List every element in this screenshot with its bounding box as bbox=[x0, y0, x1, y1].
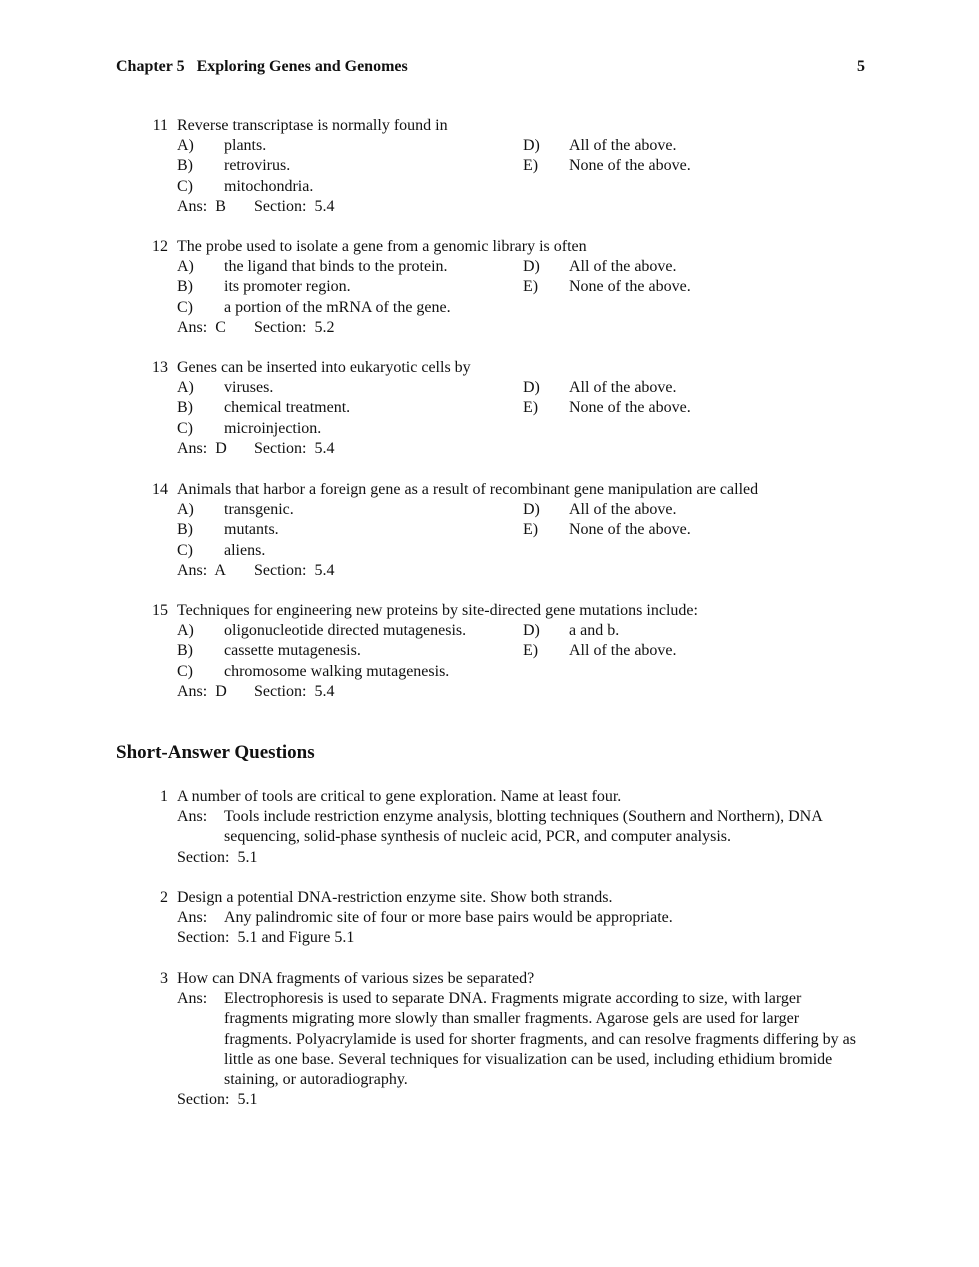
option-d: All of the above. bbox=[569, 501, 677, 519]
option-letter-e: E) bbox=[523, 157, 539, 175]
answer: Ans: D bbox=[177, 439, 227, 457]
option-letter-a: A) bbox=[177, 622, 194, 640]
short-answer-1 bbox=[146, 787, 866, 868]
question-stem: Design a potential DNA-restriction enzyme site. Show both strands. bbox=[177, 889, 613, 906]
option-b: cassette mutagenesis. bbox=[224, 642, 361, 660]
section-ref: Section: 5.2 bbox=[254, 318, 335, 336]
mc-question-12 bbox=[146, 237, 866, 338]
answer-text: Tools include restriction enzyme analysis, blotting techniques (Southern and Northern), DNA sequencing, solid-phase synthesis of nucleic acid, PCR, and computer analysis. bbox=[224, 808, 822, 846]
section-ref: Section: 5.1 bbox=[177, 1091, 258, 1109]
option-b: retrovirus. bbox=[224, 157, 291, 175]
answer: Ans: A bbox=[177, 561, 226, 579]
question-number: 13 bbox=[152, 359, 168, 376]
option-letter-e: E) bbox=[523, 642, 539, 660]
answer-label: Ans: bbox=[177, 808, 208, 826]
option-e: None of the above. bbox=[569, 399, 691, 417]
section-ref: Section: 5.4 bbox=[254, 197, 335, 215]
option-letter-d: D) bbox=[523, 622, 540, 640]
option-c: mitochondria. bbox=[224, 177, 314, 195]
option-d: All of the above. bbox=[569, 137, 677, 155]
option-letter-a: A) bbox=[177, 137, 194, 155]
option-letter-b: B) bbox=[177, 642, 193, 660]
question-stem: The probe used to isolate a gene from a genomic library is often bbox=[177, 238, 587, 255]
option-e: None of the above. bbox=[569, 278, 691, 296]
chapter-title: Chapter 5 Exploring Genes and Genomes bbox=[116, 58, 408, 75]
answer-text: Any palindromic site of four or more base pairs would be appropriate. bbox=[224, 909, 673, 927]
section-ref: Section: 5.1 and Figure 5.1 bbox=[177, 929, 355, 947]
option-letter-a: A) bbox=[177, 379, 194, 397]
option-c: microinjection. bbox=[224, 419, 322, 437]
question-number: 2 bbox=[160, 889, 168, 906]
option-d: a and b. bbox=[569, 622, 620, 640]
option-a: plants. bbox=[224, 137, 267, 155]
option-letter-c: C) bbox=[177, 298, 193, 316]
question-number: 12 bbox=[152, 238, 168, 255]
answer-label: Ans: bbox=[177, 909, 208, 927]
question-stem: Animals that harbor a foreign gene as a result of recombinant gene manipulation are called bbox=[177, 481, 759, 498]
option-letter-a: A) bbox=[177, 501, 194, 519]
option-letter-e: E) bbox=[523, 278, 539, 296]
option-b: its promoter region. bbox=[224, 278, 351, 296]
option-d: All of the above. bbox=[569, 258, 677, 276]
option-d: All of the above. bbox=[569, 379, 677, 397]
option-letter-e: E) bbox=[523, 399, 539, 417]
option-letter-c: C) bbox=[177, 419, 193, 437]
question-number: 14 bbox=[152, 481, 168, 498]
answer: Ans: B bbox=[177, 197, 226, 215]
option-letter-b: B) bbox=[177, 278, 193, 296]
option-letter-d: D) bbox=[523, 379, 540, 397]
question-number: 15 bbox=[152, 602, 168, 619]
page-header bbox=[116, 58, 865, 80]
option-letter-a: A) bbox=[177, 258, 194, 276]
option-e: None of the above. bbox=[569, 157, 691, 175]
option-letter-c: C) bbox=[177, 662, 193, 680]
mc-question-15 bbox=[146, 601, 866, 702]
question-stem: Genes can be inserted into eukaryotic cells by bbox=[177, 359, 471, 376]
question-stem: How can DNA fragments of various sizes be separated? bbox=[177, 970, 535, 987]
option-c: aliens. bbox=[224, 541, 266, 559]
option-letter-c: C) bbox=[177, 541, 193, 559]
question-stem: Reverse transcriptase is normally found in bbox=[177, 117, 448, 134]
option-a: oligonucleotide directed mutagenesis. bbox=[224, 622, 467, 640]
question-number: 11 bbox=[152, 117, 168, 134]
mc-question-11 bbox=[146, 116, 866, 217]
section-heading: Short-Answer Questions bbox=[116, 742, 315, 763]
option-letter-e: E) bbox=[523, 521, 539, 539]
page-number: 5 bbox=[857, 58, 865, 75]
option-c: a portion of the mRNA of the gene. bbox=[224, 298, 451, 316]
answer-label: Ans: bbox=[177, 990, 208, 1008]
short-answer-2 bbox=[146, 888, 866, 949]
option-letter-d: D) bbox=[523, 501, 540, 519]
option-b: mutants. bbox=[224, 521, 279, 539]
option-letter-b: B) bbox=[177, 157, 193, 175]
answer-text: Electrophoresis is used to separate DNA. Fragments migrate according to size, with larger fragments migrating more slowly than smaller fragments. Agarose gels are used for larger fragments. Polyacrylamide is used for shorter fragments, and can resolve fragments differing by as little as one base. Several techniques for visualization can be used, including ethidium bromide staining, or autoradiography. bbox=[224, 990, 856, 1089]
option-letter-b: B) bbox=[177, 521, 193, 539]
question-stem: Techniques for engineering new proteins by site-directed gene mutations include: bbox=[177, 602, 698, 619]
option-a: transgenic. bbox=[224, 501, 294, 519]
short-answer-3 bbox=[146, 969, 866, 1110]
question-number: 1 bbox=[160, 788, 168, 805]
option-b: chemical treatment. bbox=[224, 399, 351, 417]
option-letter-b: B) bbox=[177, 399, 193, 417]
option-e: All of the above. bbox=[569, 642, 677, 660]
answer: Ans: D bbox=[177, 682, 227, 700]
option-c: chromosome walking mutagenesis. bbox=[224, 662, 450, 680]
answer: Ans: C bbox=[177, 318, 226, 336]
option-letter-d: D) bbox=[523, 258, 540, 276]
option-e: None of the above. bbox=[569, 521, 691, 539]
option-letter-d: D) bbox=[523, 137, 540, 155]
question-number: 3 bbox=[160, 970, 168, 987]
option-letter-c: C) bbox=[177, 177, 193, 195]
section-ref: Section: 5.1 bbox=[177, 848, 258, 866]
mc-question-14 bbox=[146, 480, 866, 581]
section-ref: Section: 5.4 bbox=[254, 682, 335, 700]
option-a: viruses. bbox=[224, 379, 274, 397]
question-stem: A number of tools are critical to gene exploration. Name at least four. bbox=[177, 788, 622, 805]
option-a: the ligand that binds to the protein. bbox=[224, 258, 448, 276]
section-ref: Section: 5.4 bbox=[254, 439, 335, 457]
section-ref: Section: 5.4 bbox=[254, 561, 335, 579]
mc-question-13 bbox=[146, 358, 866, 459]
